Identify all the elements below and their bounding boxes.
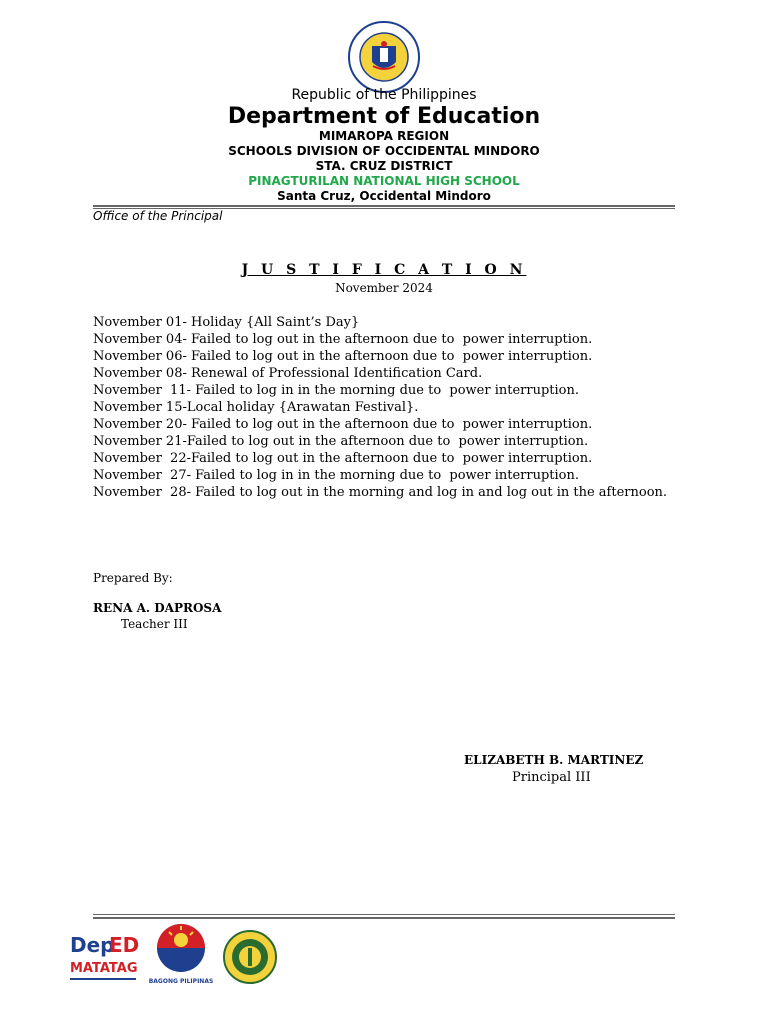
document-title: J U S T I F I C A T I O N [241,262,527,278]
preparer-title: Teacher III [121,617,188,631]
office-label: Office of the Principal [93,209,223,223]
principal-name: ELIZABETH B. MARTINEZ [464,753,644,767]
school-address: Santa Cruz, Occidental Mindoro [277,189,491,203]
footer-divider [93,917,675,919]
republic-heading: Republic of the Philippines [291,87,477,103]
footer-divider-thin [93,914,675,915]
svg-text:BAGONG PILIPINAS: BAGONG PILIPINAS [148,978,214,985]
preparer-name: RENA A. DAPROSA [93,601,222,615]
svg-text:Dep: Dep [70,933,115,957]
header-divider [93,205,675,207]
deped-seal-logo [347,20,421,94]
justification-list [93,314,667,501]
list-item: November 28- Failed to log out in the morning and log in and log out in the afternoon. [93,485,668,500]
school-seal-logo [222,930,278,984]
bagong-pilipinas-logo [146,920,216,986]
list-item: November 21-Failed to log out in the afternoon due to power interruption. [93,434,589,449]
list-item: November 06- Failed to log out in the afternoon due to power interruption. [93,349,593,364]
department-heading: Department of Education [227,104,541,129]
list-item: November 22-Failed to log out in the afternoon due to power interruption. [93,451,593,466]
list-item: November 15-Local holiday {Arawatan Festival}. [93,400,419,415]
division-heading: SCHOOLS DIVISION OF OCCIDENTAL MINDORO [228,144,540,158]
deped-matatag-logo [68,926,140,986]
principal-title: Principal III [512,770,591,785]
prepared-by-label: Prepared By: [93,571,173,585]
list-item: November 04- Failed to log out in the afternoon due to power interruption. [93,332,593,347]
svg-text:MATATAG: MATATAG [70,961,138,976]
school-name: PINAGTURILAN NATIONAL HIGH SCHOOL [248,174,520,188]
list-item: November 08- Renewal of Professional Identification Card. [93,366,483,381]
list-item: November 01- Holiday {All Saint’s Day} [93,315,360,330]
region-heading: MIMAROPA REGION [318,129,450,143]
list-item: November 27- Failed to log in in the morning due to power interruption. [93,468,580,483]
document-month: November 2024 [335,281,433,295]
list-item: November 20- Failed to log out in the afternoon due to power interruption. [93,417,593,432]
list-item: November 11- Failed to log in in the morning due to power interruption. [93,383,580,398]
district-heading: STA. CRUZ DISTRICT [315,159,453,173]
svg-text:ED: ED [109,933,140,957]
